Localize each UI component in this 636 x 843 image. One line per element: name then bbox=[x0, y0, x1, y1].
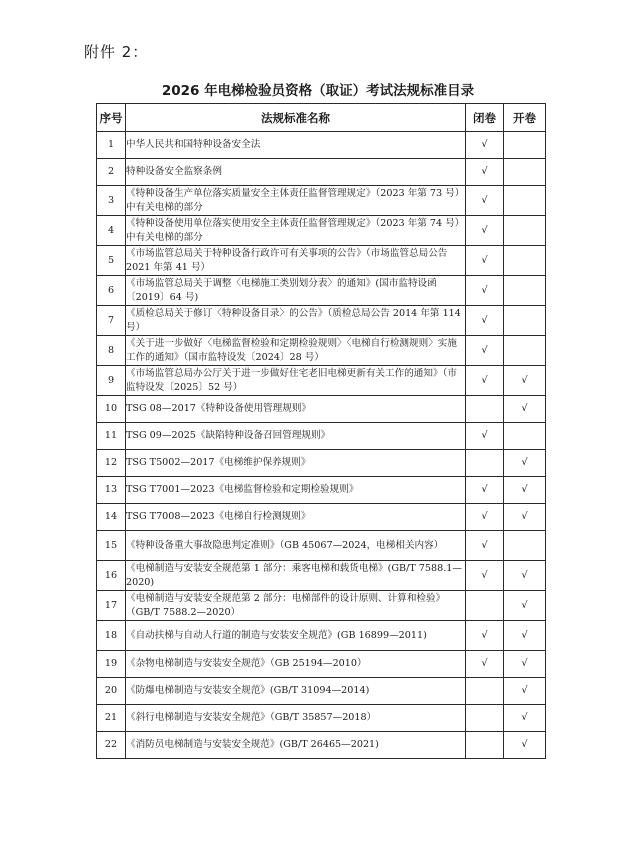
row-number: 2 bbox=[97, 159, 126, 186]
table-row bbox=[97, 306, 546, 336]
closed-book-mark: √ bbox=[466, 336, 504, 366]
table-row bbox=[97, 651, 546, 678]
regulation-name: 特种设备安全监察条例 bbox=[126, 159, 466, 186]
open-book-mark bbox=[504, 423, 546, 450]
table-row bbox=[97, 336, 546, 366]
regulation-name: 《质检总局关于修订〈特种设备目录〉的公告》（质检总局公告 2014 年第 114 号） bbox=[126, 306, 466, 336]
table-row bbox=[97, 159, 546, 186]
table-row bbox=[97, 477, 546, 504]
row-number: 4 bbox=[97, 216, 126, 246]
closed-book-mark bbox=[466, 396, 504, 423]
regulation-name: 《斜行电梯制造与安装安全规范》（GB/T 35857—2018） bbox=[126, 705, 466, 732]
table-row bbox=[97, 396, 546, 423]
closed-book-mark bbox=[466, 705, 504, 732]
header-open-book: 开卷 bbox=[504, 104, 546, 132]
row-number: 13 bbox=[97, 477, 126, 504]
regulation-name: 《电梯制造与安装安全规范第 1 部分：乘客电梯和载货电梯》(GB/T 7588.1—2020) bbox=[126, 561, 466, 591]
header-closed-book: 闭卷 bbox=[466, 104, 504, 132]
open-book-mark bbox=[504, 306, 546, 336]
closed-book-mark: √ bbox=[466, 276, 504, 306]
table-header-row bbox=[97, 104, 546, 132]
open-book-mark bbox=[504, 216, 546, 246]
regulation-name: TSG 08—2017《特种设备使用管理规则》 bbox=[126, 396, 466, 423]
open-book-mark bbox=[504, 276, 546, 306]
table-row bbox=[97, 621, 546, 651]
closed-book-mark: √ bbox=[466, 366, 504, 396]
row-number: 5 bbox=[97, 246, 126, 276]
open-book-mark: √ bbox=[504, 504, 546, 531]
regulation-name: 《自动扶梯与自动人行道的制造与安装安全规范》(GB 16899—2011) bbox=[126, 621, 466, 651]
row-number: 12 bbox=[97, 450, 126, 477]
closed-book-mark bbox=[466, 732, 504, 759]
table-row bbox=[97, 246, 546, 276]
row-number: 9 bbox=[97, 366, 126, 396]
open-book-mark: √ bbox=[504, 396, 546, 423]
table-row bbox=[97, 705, 546, 732]
closed-book-mark: √ bbox=[466, 504, 504, 531]
row-number: 22 bbox=[97, 732, 126, 759]
row-number: 15 bbox=[97, 531, 126, 561]
closed-book-mark: √ bbox=[466, 306, 504, 336]
row-number: 1 bbox=[97, 132, 126, 159]
open-book-mark bbox=[504, 336, 546, 366]
table-row bbox=[97, 132, 546, 159]
regulation-name: TSG T7008—2023《电梯自行检测规则》 bbox=[126, 504, 466, 531]
row-number: 14 bbox=[97, 504, 126, 531]
regulation-name: 中华人民共和国特种设备安全法 bbox=[126, 132, 466, 159]
table-row bbox=[97, 561, 546, 591]
closed-book-mark: √ bbox=[466, 651, 504, 678]
row-number: 19 bbox=[97, 651, 126, 678]
regulation-name: 《市场监管总局办公厅关于进一步做好住宅老旧电梯更新有关工作的通知》（市监特设发〔2025〕52 号） bbox=[126, 366, 466, 396]
table-row bbox=[97, 450, 546, 477]
open-book-mark bbox=[504, 159, 546, 186]
table-row bbox=[97, 216, 546, 246]
open-book-mark bbox=[504, 531, 546, 561]
closed-book-mark: √ bbox=[466, 531, 504, 561]
attachment-label: 附件 2： bbox=[84, 43, 149, 61]
open-book-mark: √ bbox=[504, 591, 546, 621]
regulation-name: 《消防员电梯制造与安装安全规范》(GB/T 26465—2021) bbox=[126, 732, 466, 759]
row-number: 6 bbox=[97, 276, 126, 306]
row-number: 21 bbox=[97, 705, 126, 732]
closed-book-mark bbox=[466, 678, 504, 705]
closed-book-mark: √ bbox=[466, 423, 504, 450]
open-book-mark: √ bbox=[504, 366, 546, 396]
regulation-name: TSG 09—2025《缺陷特种设备召回管理规则》 bbox=[126, 423, 466, 450]
row-number: 11 bbox=[97, 423, 126, 450]
regulation-name: 《市场监管总局关于调整〈电梯施工类别划分表〉的通知》(国市监特设函〔2019〕64 号) bbox=[126, 276, 466, 306]
header-no: 序号 bbox=[97, 104, 126, 132]
regulation-name: 《特种设备生产单位落实质量安全主体责任监督管理规定》（2023 年第 73 号）中有关电梯的部分 bbox=[126, 186, 466, 216]
open-book-mark bbox=[504, 246, 546, 276]
table-row bbox=[97, 366, 546, 396]
open-book-mark: √ bbox=[504, 561, 546, 591]
row-number: 10 bbox=[97, 396, 126, 423]
regulation-name: 《防爆电梯制造与安装安全规范》(GB/T 31094—2014) bbox=[126, 678, 466, 705]
table-row bbox=[97, 186, 546, 216]
closed-book-mark: √ bbox=[466, 216, 504, 246]
row-number: 3 bbox=[97, 186, 126, 216]
closed-book-mark: √ bbox=[466, 477, 504, 504]
regulation-name: 《杂物电梯制造与安装安全规范》（GB 25194—2010） bbox=[126, 651, 466, 678]
regulation-table bbox=[96, 103, 546, 759]
open-book-mark: √ bbox=[504, 450, 546, 477]
table-row bbox=[97, 276, 546, 306]
row-number: 8 bbox=[97, 336, 126, 366]
row-number: 7 bbox=[97, 306, 126, 336]
closed-book-mark: √ bbox=[466, 561, 504, 591]
table-row bbox=[97, 591, 546, 621]
open-book-mark: √ bbox=[504, 621, 546, 651]
closed-book-mark: √ bbox=[466, 186, 504, 216]
row-number: 17 bbox=[97, 591, 126, 621]
open-book-mark bbox=[504, 132, 546, 159]
regulation-name: 《特种设备重大事故隐患判定准则》（GB 45067—2024，电梯相关内容） bbox=[126, 531, 466, 561]
open-book-mark bbox=[504, 186, 546, 216]
closed-book-mark: √ bbox=[466, 132, 504, 159]
table-row bbox=[97, 732, 546, 759]
regulation-name: TSG T7001—2023《电梯监督检验和定期检验规则》 bbox=[126, 477, 466, 504]
regulation-name: 《市场监管总局关于特种设备行政许可有关事项的公告》（市场监管总局公告 2021 年第 41 号） bbox=[126, 246, 466, 276]
open-book-mark: √ bbox=[504, 678, 546, 705]
open-book-mark: √ bbox=[504, 651, 546, 678]
table-row bbox=[97, 504, 546, 531]
table-row bbox=[97, 678, 546, 705]
closed-book-mark bbox=[466, 591, 504, 621]
table-body bbox=[97, 132, 546, 759]
open-book-mark: √ bbox=[504, 477, 546, 504]
table-row bbox=[97, 531, 546, 561]
header-name: 法规标准名称 bbox=[126, 104, 466, 132]
closed-book-mark: √ bbox=[466, 621, 504, 651]
open-book-mark: √ bbox=[504, 705, 546, 732]
row-number: 18 bbox=[97, 621, 126, 651]
table-row bbox=[97, 423, 546, 450]
closed-book-mark: √ bbox=[466, 246, 504, 276]
closed-book-mark bbox=[466, 450, 504, 477]
row-number: 16 bbox=[97, 561, 126, 591]
regulation-name: TSG T5002—2017《电梯维护保养规则》 bbox=[126, 450, 466, 477]
closed-book-mark: √ bbox=[466, 159, 504, 186]
regulation-name: 《电梯制造与安装安全规范第 2 部分：电梯部件的设计原则、计算和检验》（GB/T 7588.2—2020） bbox=[126, 591, 466, 621]
document-title: 2026 年电梯检验员资格（取证）考试法规标准目录 bbox=[161, 83, 475, 99]
row-number: 20 bbox=[97, 678, 126, 705]
open-book-mark: √ bbox=[504, 732, 546, 759]
regulation-name: 《关于进一步做好〈电梯监督检验和定期检验规则〉〈电梯自行检测规则〉实施工作的通知》（国市监特设发〔2024〕28 号） bbox=[126, 336, 466, 366]
regulation-name: 《特种设备使用单位落实使用安全主体责任监督管理规定》（2023 年第 74 号）中有关电梯的部分 bbox=[126, 216, 466, 246]
